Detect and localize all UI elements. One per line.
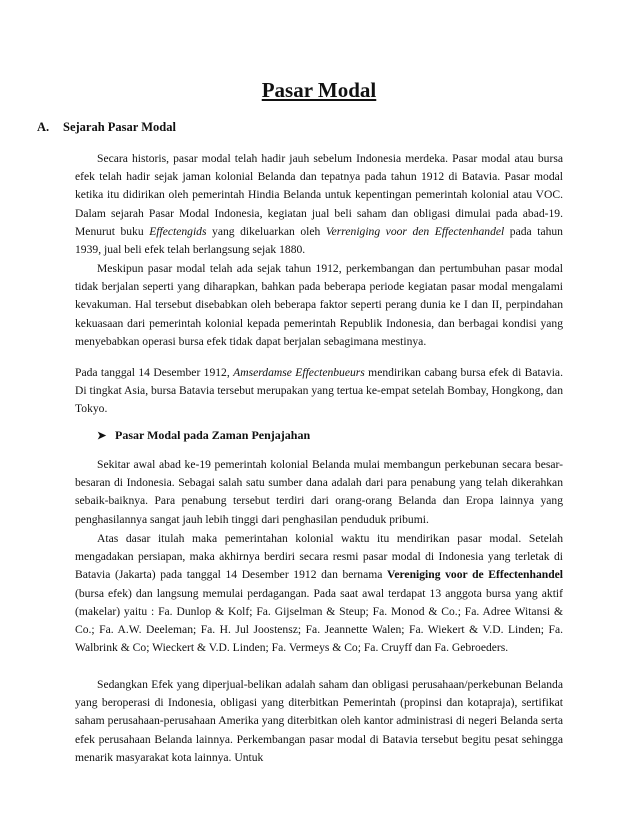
- exchange-name-bold: Vereniging voor de Effectenhandel: [387, 568, 564, 582]
- amsterdam-exchange-name: Amserdamse Effectenbueurs: [233, 366, 365, 379]
- section-title: Sejarah Pasar Modal: [63, 120, 176, 134]
- paragraph-5: [75, 530, 563, 657]
- paragraph-1: [75, 150, 563, 259]
- paragraph-2-text: Meskipun pasar modal telah ada sejak tahun 1912, perkembangan dan pertumbuhan pasar modal tidak berjalan seperti yang diharapkan, bahkan pada beberapa periode kegiatan pasar modal mengalami kevakuman. Hal tersebut disebabkan oleh beberapa faktor seperti perang dunia ke I dan II, perpindahan kekuasaan dari pemerintah kolonial kepada pemerintah Republik Indonesia, dan berbagai kondisi yang menyebabkan operasi bursa efek tidak dapat berjalan sebagimana mestinya.: [75, 262, 563, 348]
- subheading-text: Pasar Modal pada Zaman Penjajahan: [115, 428, 311, 442]
- arrow-bullet-icon: ➤: [97, 430, 107, 442]
- paragraph-6-text: Sedangkan Efek yang diperjual-belikan adalah saham dan obligasi perusahaan/perkebunan Belanda yang beroperasi di Indonesia, obligasi yang diterbitkan Pemerintah (propinsi dan kotapraja), sertifikat saham perusahaan-perusahaan Amerika yang diterbitkan oleh kantor administrasi di negeri Belanda serta efek perusahaan Belanda lainnya. Perkembangan pasar modal di Batavia tersebut begitu pesat sehingga menarik masyarakat kota lainnya. Untuk: [75, 678, 563, 764]
- paragraph-3-text-c: mendirikan cabang bursa efek di Batavia. Di tingkat Asia, bursa Batavia tersebut merupakan yang tertua ke-empat setelah Bombay, Hongkong, dan Tokyo.: [75, 366, 563, 416]
- paragraph-5-text-c: (bursa efek) dan langsung memulai perdagangan. Pada saat awal terdapat 13 anggota bursa yang aktif (makelar) yaitu : Fa. Dunlop & Kolf; Fa. Gijselman & Steup; Fa. Monod & Co.; Fa. Adree Witansi & Co.; Fa. A.W. Deeleman; Fa. H. Jul Joostensz; Fa. Jeannette Walen; Fa. Wiekert & V.D. Linden; Fa. Walbrink & Co; Wieckert & V.D. Linden; Fa. Vermeys & Co; Fa. Cruyff dan Fa. Gebroeders.: [75, 586, 563, 655]
- paragraph-1-text-e: pada tahun 1939, jual beli efek telah berlangsung sejak 1880.: [75, 224, 563, 257]
- paragraph-2: [75, 260, 563, 351]
- paragraph-3: [75, 364, 563, 419]
- subheading: [97, 428, 310, 443]
- publisher-name: Verreniging voor den Effectenhandel: [325, 224, 505, 238]
- paragraph-3-text-a: Pada tanggal 14 Desember 1912,: [75, 366, 234, 379]
- book-title-effectengids: Effectengids: [149, 224, 207, 238]
- paragraph-4-text: Sekitar awal abad ke-19 pemerintah kolonial Belanda mulai membangun perkebunan secara besar-besaran di Indonesia. Sebagai salah satu sumber dana adalah dari para penabung yang telah dikerahkan sebaik-baiknya. Para penabung tersebut terdiri dari orang-orang Belanda dan Eropa lainnya yang penghasilannya sangat jauh lebih tinggi dari penghasilan penduduk pribumi.: [75, 458, 563, 526]
- page-title: Pasar Modal: [261, 78, 377, 102]
- paragraph-4: [75, 456, 563, 529]
- paragraph-5-text-a: Atas dasar itulah maka pemerintahan kolonial waktu itu mendirikan pasar modal. Setelah mengadakan persiapan, maka akhirnya berdiri secara resmi pasar modal di Indonesia yang terletak di Batavia (Jakarta) pada tanggal 14 Desember 1912 dan bernama: [75, 532, 563, 582]
- paragraph-1-text-a: Secara historis, pasar modal telah hadir jauh sebelum Indonesia merdeka. Pasar modal atau bursa efek telah hadir sejak jaman kolonial Belanda dan tepatnya pada tahun 1912 di Batavia. Pasar modal ketika itu didirikan oleh pemerintah Hindia Belanda untuk kepentingan pemerintah kolonial atau VOC. Dalam sejarah Pasar Modal Indonesia, kegiatan jual beli saham dan obligasi dimulai pada abad-19. Menurut buku: [75, 152, 563, 238]
- paragraph-6: [75, 676, 563, 767]
- section-letter: A.: [37, 120, 50, 134]
- section-heading: [37, 120, 176, 135]
- paragraph-1-text-c: yang dikeluarkan oleh: [206, 224, 326, 238]
